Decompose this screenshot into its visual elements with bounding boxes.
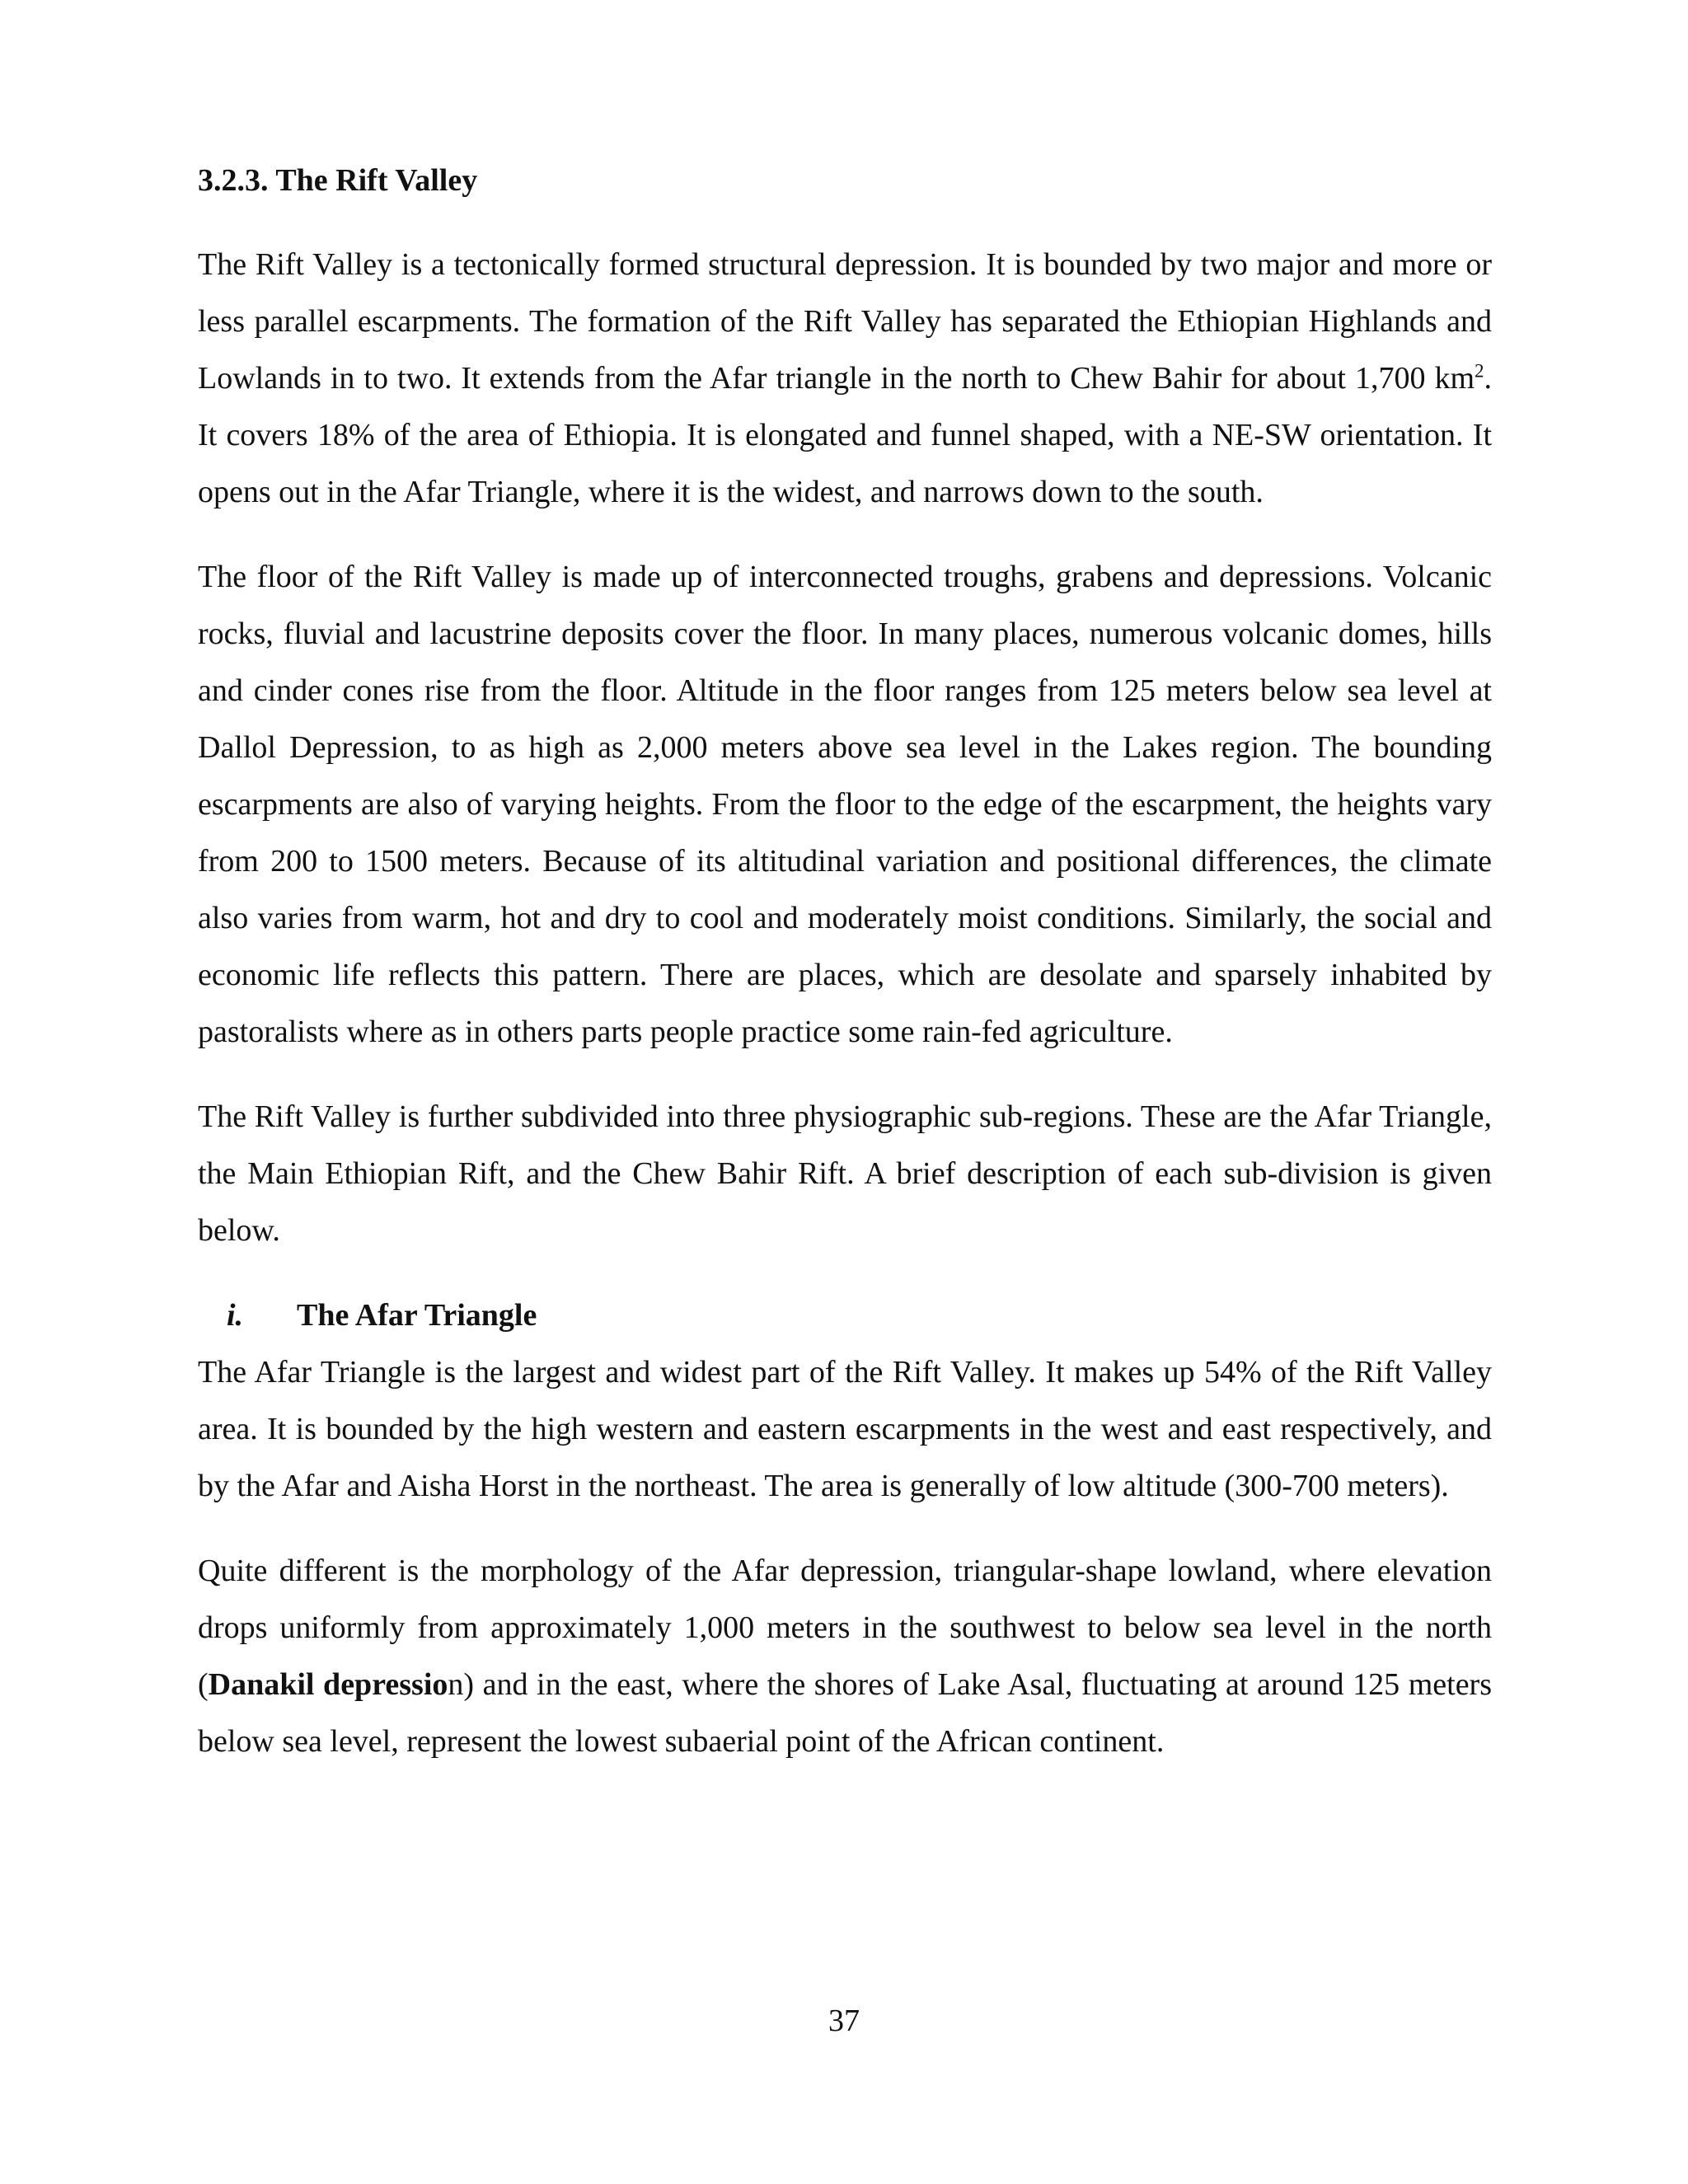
paragraph-text: . It covers 18% of the area of Ethiopia. It is elongated and funnel shaped, with a NE-SW orientation. It opens out in the Afar Triangle, where it is the widest, and narrows down to the south.: [198, 361, 1492, 509]
paragraph-sub-regions: The Rift Valley is further subdivided into three physiographic sub-regions. These are the Afar Triangle, the Main Ethiopian Rift, and the Chew Bahir Rift. A brief description of each sub-division is given below.: [198, 1099, 1492, 1248]
document-page: [198, 165, 1492, 1770]
paragraph-rift-valley-intro: [198, 237, 1492, 521]
paragraph-text: n) and in the east, where the shores of Lake Asal, fluctuating at around 125 meters below sea level, represent the lowest subaerial point of the African continent.: [198, 1667, 1492, 1759]
paragraph-rift-floor: The floor of the Rift Valley is made up of interconnected troughs, grabens and depressions. Volcanic rocks, fluvial and lacustrine deposits cover the floor. In many places, numerous volcanic domes, hills and cinder cones rise from the floor. Altitude in the floor ranges from 125 meters below sea level at Dallol Depression, to as high as 2,000 meters above sea level in the Lakes region. The bounding escarpments are also of varying heights. From the floor to the edge of the escarpment, the heights vary from 200 to 1500 meters. Because of its altitudinal variation and positional differences, the climate also varies from warm, hot and dry to cool and moderately moist conditions. Similarly, the social and economic life reflects this pattern. There are places, which are desolate and sparsely inhabited by pastoralists where as in others parts people practice some rain-fed agriculture.: [198, 560, 1492, 1049]
page-number: 37: [828, 2004, 860, 2038]
paragraph-text: Quite different is the morphology of the Afar depression, triangular-shape lowland, where elevation drops uniformly from approximately 1,000 meters in the southwest to below sea level in the north (: [198, 1554, 1492, 1702]
subsection-number: i.: [227, 1298, 244, 1333]
section-heading: 3.2.3. The Rift Valley: [198, 163, 478, 198]
paragraph-afar-depression: [198, 1543, 1492, 1770]
paragraph-afar-triangle: The Afar Triangle is the largest and widest part of the Rift Valley. It makes up 54% of the Rift Valley area. It is bounded by the high western and eastern escarpments in the west and east respectively, and by the Afar and Aisha Horst in the northeast. The area is generally of low altitude (300-700 meters).: [198, 1355, 1492, 1503]
paragraph-text: The Rift Valley is a tectonically formed structural depression. It is bounded by two major and more or less parallel escarpments. The formation of the Rift Valley has separated the Ethiopian Highlands and Lowlands in to two. It extends from the Afar triangle in the north to Chew Bahir for about 1,700 km: [198, 247, 1492, 396]
subsection-heading: [198, 1287, 1492, 1344]
subsection-title: The Afar Triangle: [297, 1298, 537, 1333]
superscript-2: 2: [1475, 360, 1484, 382]
bold-term-danakil: Danakil depressio: [208, 1667, 448, 1702]
